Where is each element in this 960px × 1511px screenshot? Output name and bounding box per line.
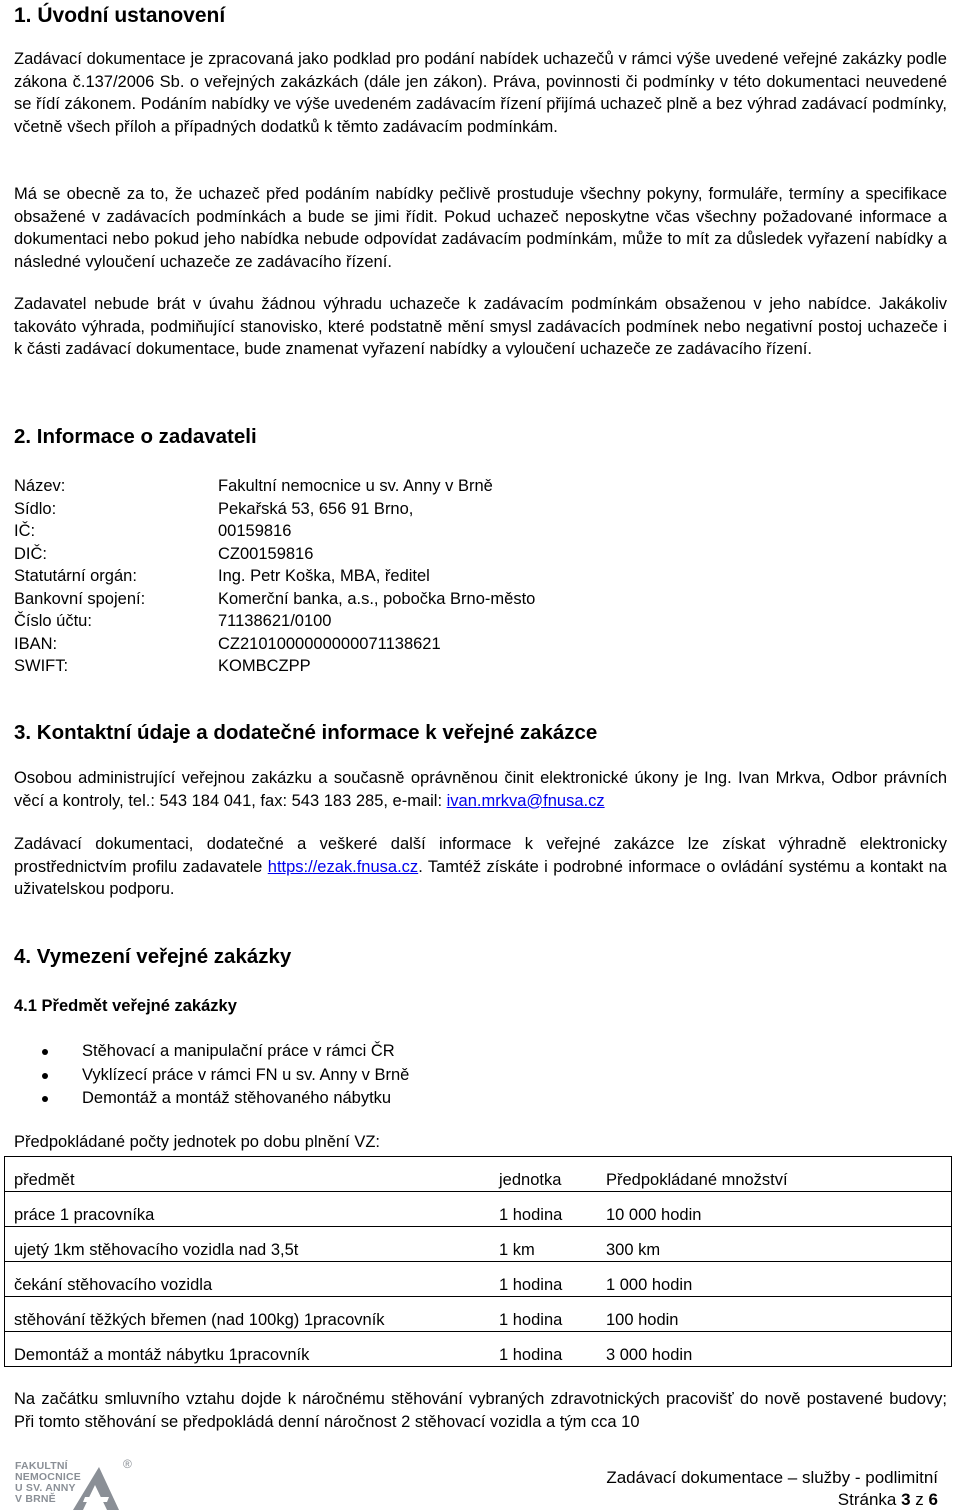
info-row-dic: DIČ: CZ00159816: [14, 544, 314, 563]
table-header-cell: jednotka: [490, 1157, 597, 1192]
profile-link[interactable]: https://ezak.fnusa.cz: [267, 857, 419, 876]
email-link[interactable]: ivan.mrkva@fnusa.cz: [446, 791, 605, 810]
hospital-logo: FAKULTNÍ NEMOCNICE U SV. ANNY V BRNĚ ®: [15, 1455, 145, 1510]
info-row-seat: Sídlo: Pekařská 53, 656 91 Brno,: [14, 499, 414, 518]
info-row-bank: Bankovní spojení: Komerční banka, a.s., pobočka Brno-město: [14, 589, 536, 608]
info-row-swift: SWIFT: KOMBCZPP: [14, 657, 311, 675]
units-table: [4, 1156, 952, 1367]
table-header-cell: Předpokládané množství: [597, 1157, 952, 1192]
footer-doc-title: Zadávací dokumentace – služby - podlimitní: [606, 1468, 938, 1487]
bullet-icon: [42, 1073, 48, 1079]
info-row-iban: IBAN: CZ2101000000000071138621: [14, 634, 441, 653]
contracting-authority-info: [14, 475, 535, 678]
table-header-row: [5, 1157, 952, 1192]
info-row-statutory: Statutární orgán: Ing. Petr Koška, MBA, ředitel: [14, 567, 430, 585]
section-4-heading: 4. Vymezení veřejné zakázky: [14, 945, 292, 968]
section-4-1-subheading: 4.1 Předmět veřejné zakázky: [14, 997, 237, 1015]
bullet-icon: [42, 1096, 48, 1102]
footer-meta: [606, 1467, 938, 1511]
table-row: ujetý 1km stěhovacího vozidla nad 3,5t 1 km 300 km: [5, 1227, 952, 1262]
section-1-heading: 1. Úvodní ustanovení: [14, 4, 226, 27]
table-row: čekání stěhovacího vozidla 1 hodina 1 000 hodin: [5, 1262, 952, 1297]
list-item: Vyklízecí práce v rámci FN u sv. Anny v Brně: [14, 1064, 409, 1088]
table-header-cell: předmět: [5, 1157, 491, 1192]
info-row-account: Číslo účtu: 71138621/0100: [14, 612, 332, 630]
info-row-name: Název: Fakultní nemocnice u sv. Anny v Brně: [14, 477, 493, 495]
list-item: Demontáž a montáž stěhovaného nábytku: [14, 1087, 409, 1111]
section-3-paragraph-1: Osobou administrující veřejnou zakázku a současně oprávněnou činit elektronické úkony je Ing. Ivan Mrkva, Odbor právních věcí a kontroly, tel.: 543 184 041, fax: 543 183 285, e-mail: ivan.mrkva@fnusa.cz: [14, 769, 947, 810]
section-3-heading: 3. Kontaktní údaje a dodatečné informace k veřejné zakázce: [14, 721, 598, 744]
closing-paragraph: Na začátku smluvního vztahu dojde k náročnému stěhování vybraných zdravotnických pracovišť do nově postavené budovy; Při tomto stěhování se předpokládá denní náročnost 2 stěhovací vozidla a tým cca 10: [14, 1390, 947, 1431]
table-row: práce 1 pracovníka 1 hodina 10 000 hodin: [5, 1192, 952, 1227]
info-row-ic: IČ: 00159816: [14, 522, 292, 540]
section-1-paragraph-3: Zadavatel nebude brát v úvahu žádnou výhradu uchazeče k zadávacím podmínkám obsaženou v jeho nabídce. Jakákoliv takováto výhrada, podmiňující stanovisko, které podstatně mění smysl zadávacích podmínek nebo negativní postoj uchazeče i k části zadávací dokumentace, bude znamenat vyřazení nabídky a vyloučení uchazeče ze zadávacího řízení.: [14, 295, 947, 358]
subject-list: [14, 1040, 409, 1111]
page-footer: [0, 1455, 960, 1510]
section-1-paragraph-2: Má se obecně za to, že uchazeč před podáním nabídky pečlivě prostuduje všechny pokyny, formuláře, termíny a specifikace obsažené v zadávacích podmínkách a bude se jimi řídit. Pokud uchazeč neposkytne včas všechny požadované informace a dokumentaci nebo pokud jeho nabídka nebude odpovídat zadávacím podmínkám, může to mít za důsledek vyřazení nabídky a následné vyloučení uchazeče ze zadávacího řízení.: [14, 185, 947, 271]
table-row: stěhování těžkých břemen (nad 100kg) 1pracovník 1 hodina 100 hodin: [5, 1297, 952, 1332]
bullet-icon: [42, 1049, 48, 1055]
section-2-heading: 2. Informace o zadavateli: [14, 425, 257, 448]
page-number: Stránka 3 z 6: [837, 1490, 938, 1509]
table-row: Demontáž a montáž nábytku 1pracovník 1 hodina 3 000 hodin: [5, 1332, 952, 1367]
section-1-paragraph-1: Zadávací dokumentace je zpracovaná jako podklad pro podání nabídek uchazečů v rámci výše uvedené veřejné zakázky podle zákona č.137/2006 Sb. o veřejných zakázkách (dále jen zákon). Práva, povinnosti či podmínky v této dokumentaci neuvedené se řídí zákonem. Podáním nabídky ve výše uvedeném zadávacím řízení přijímá uchazeč plně a bez výhrad zadávací podmínky, včetně všech příloh a případných dodatků k těmto zadávacím podmínkám.: [14, 50, 947, 136]
section-3-paragraph-2: Zadávací dokumentaci, dodatečné a veškeré další informace k veřejné zakázce lze získat výhradně elektronicky prostřednictvím profilu zadavatele https://ezak.fnusa.cz. Tamtéž získáte i podrobné informace o ovládání systému a kontakt na uživatelskou podporu.: [14, 835, 947, 898]
registered-mark: ®: [123, 1457, 132, 1471]
list-item: Stěhovací a manipulační práce v rámci ČR: [14, 1040, 409, 1064]
table-intro: Předpokládané počty jednotek po dobu plnění VZ:: [14, 1133, 381, 1151]
